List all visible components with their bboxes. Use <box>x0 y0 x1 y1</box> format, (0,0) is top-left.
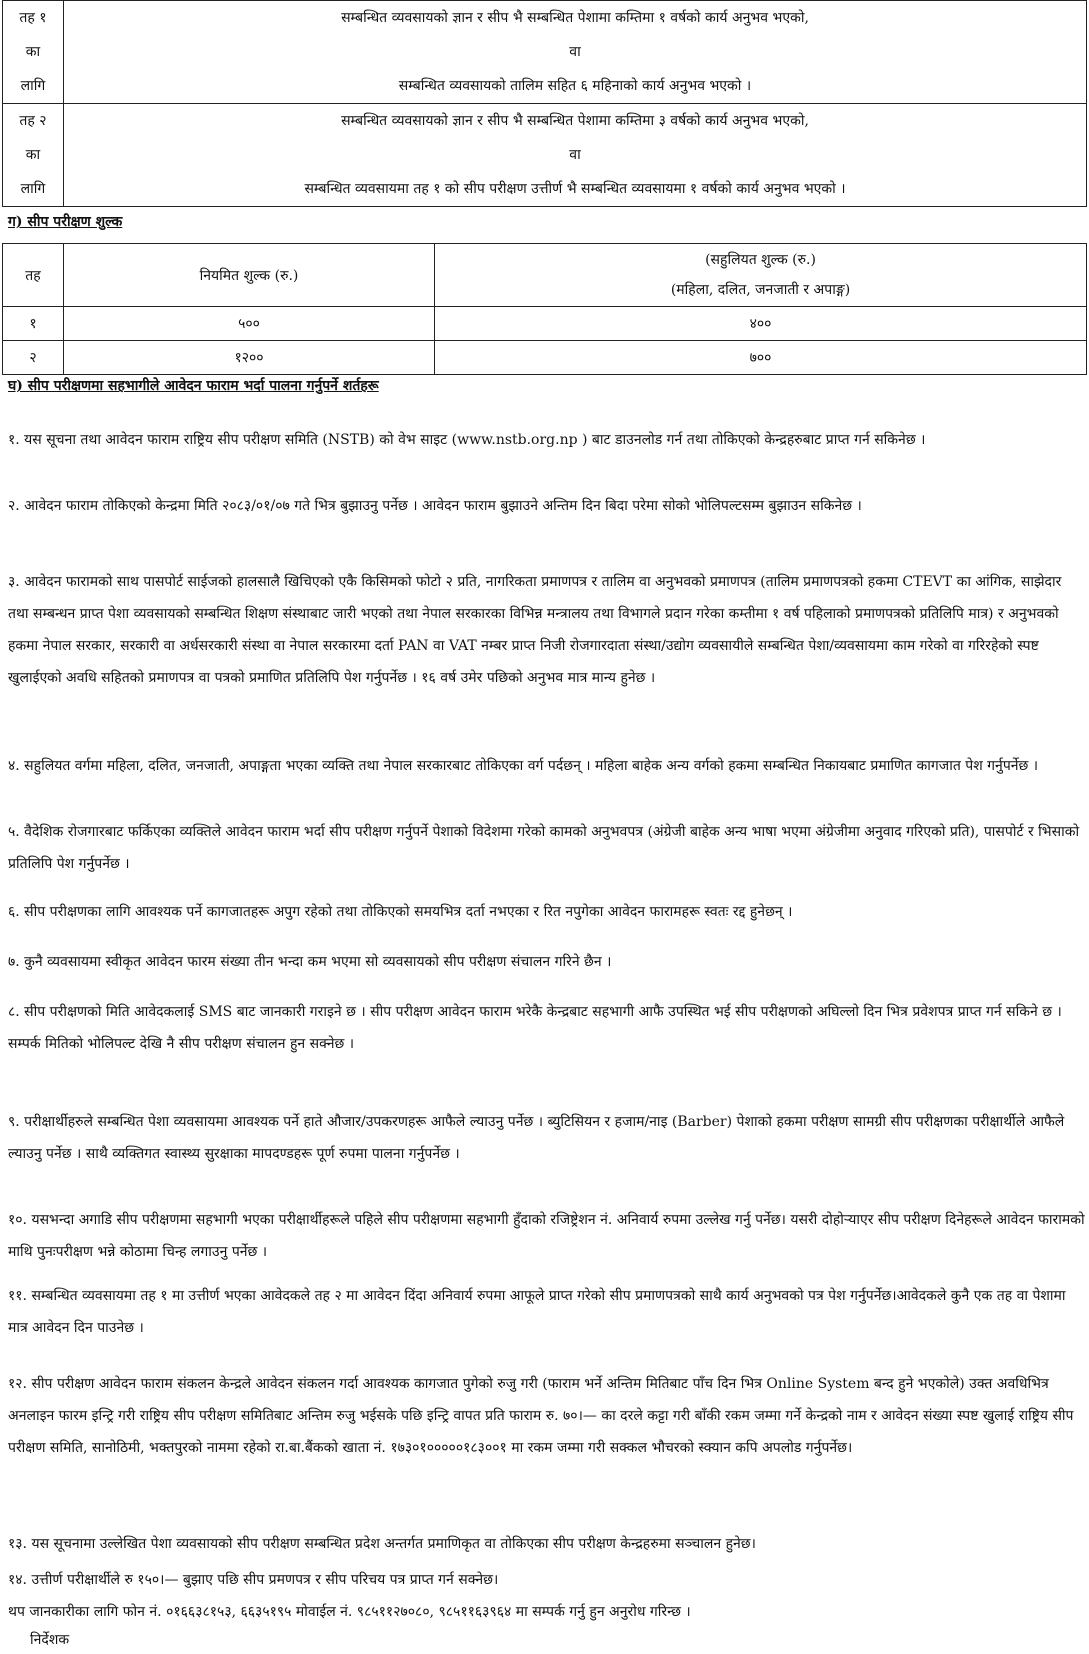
eligibility-row-level-2 <box>3 104 1087 207</box>
fee-table-header <box>3 244 1087 307</box>
requirement-line: सम्बन्धित व्यवसायको ज्ञान र सीप भै सम्बन्धित पेशामा कम्तिमा १ वर्षको कार्य अनुभव भएको, <box>341 10 809 26</box>
condition-item: ५. वैदेशिक रोजगारबाट फर्किएका व्यक्तिले आवेदन फाराम भर्दा सीप परीक्षण गर्नुपर्ने पेशाको विदेशमा गरेको कामको अनुभवपत्र (अंग्रेजी बाहेक अन्य भाषा भएमा अंग्रेजीमा अनुवाद गरिएको प्रति), पासपोर्ट र भिसाको प्रतिलिपि पेश गर्नुपर्नेछ । <box>8 824 1080 872</box>
requirement-line: वा <box>569 147 581 163</box>
requirement-cell <box>64 1 1087 104</box>
fee-regular: १२०० <box>64 341 435 375</box>
requirement-cell <box>64 104 1087 207</box>
condition-item: २. आवेदन फाराम तोकिएको केन्द्रमा मिति २०८३/०१/०७ गते भित्र बुझाउनु पर्नेछ । आवेदन फाराम बुझाउने अन्तिम दिन बिदा परेमा सोको भोलिपल्टसम्म बुझाउन सकिनेछ । <box>8 498 862 514</box>
fee-level: २ <box>3 341 64 375</box>
condition-item: ७. कुनै व्यवसायमा स्वीकृत आवेदन फारम संख्या तीन भन्दा कम भएमा सो व्यवसायको सीप परीक्षण संचालन गरिने छैन । <box>8 954 612 970</box>
fee-row <box>3 341 1087 375</box>
condition-item: १३. यस सूचनामा उल्लेखित पेशा व्यवसायको सीप परीक्षण सम्बन्धित प्रदेश अन्तर्गत प्रमाणिकृत वा तोकिएका सीप परीक्षण केन्द्रहरुमा सञ्चालन हुनेछ। <box>8 1536 756 1552</box>
requirement-line: सम्बन्धित व्यवसायको तालिम सहित ६ महिनाको कार्य अनुभव भएको । <box>398 78 752 94</box>
requirement-line: सम्बन्धित व्यवसायको ज्ञान र सीप भै सम्बन्धित पेशामा कम्तिमा ३ वर्षको कार्य अनुभव भएको, <box>341 113 809 129</box>
fee-col-regular: नियमित शुल्क (रु.) <box>64 244 435 307</box>
requirement-line: वा <box>569 44 581 60</box>
fee-concession: ७०० <box>435 341 1087 375</box>
contact-line: थप जानकारीका लागि फोन नं. ०१६६३८१५३, ६६३५१९५ मोवाईल नं. ९८५११२७०८०, ९८५११६३९६४ मा सम्पर्क गर्नु हुन अनुरोध गरिन्छ । <box>8 1604 691 1620</box>
fee-row <box>3 307 1087 341</box>
condition-item: १२. सीप परीक्षण आवेदन फाराम संकलन केन्द्रले आवेदन संकलन गर्दा आवश्यक कागजात पुगेको रुजु गरी (फाराम भर्ने अन्तिम मितिबाट पाँच दिन भित्र Online System बन्द हुने भएकोले) उक्त अवधिभित्र अनलाइन फारम इन्ट्रि गरी राष्ट्रिय सीप परीक्षण समितिबाट अन्तिम रुजु भईसके पछि इन्ट्रि वापत प्रति फाराम रु. ७०।— का दरले कट्टा गरी बाँकी रकम जम्मा गर्ने केन्द्रको नाम र आवेदन संख्या स्पष्ट खुलाई राष्ट्रिय सीप परीक्षण समिति, सानोठिमी, भक्तपुरको नाममा रहेको रा.बा.बैंकको खाता नं. १७३०१०००००१८३००१ मा रकम जम्मा गरी सक्कल भौचरको स्क्यान कपि अपलोड गर्नुपर्नेछ। <box>8 1376 1074 1456</box>
signature: निर्देशक <box>30 1632 70 1648</box>
requirement-line: सम्बन्धित व्यवसायमा तह १ को सीप परीक्षण उत्तीर्ण भै सम्बन्धित व्यवसायमा १ वर्षको कार्य अनुभव भएको । <box>304 181 846 197</box>
condition-item: ८. सीप परीक्षणको मिति आवेदकलाई SMS बाट जानकारी गराइने छ । सीप परीक्षण आवेदन फाराम भरेकै केन्द्रबाट सहभागी आफै उपस्थित भई सीप परीक्षणको अघिल्लो दिन भित्र प्रवेशपत्र प्राप्त गर्न सकिने छ । सम्पर्क मितिको भोलिपल्ट देखि नै सीप परीक्षण संचालन हुन सक्नेछ । <box>8 1004 1062 1052</box>
level-label: का <box>25 147 41 163</box>
fee-table <box>2 243 1087 375</box>
level-label: लागि <box>20 78 46 94</box>
condition-item: १. यस सूचना तथा आवेदन फाराम राष्ट्रिय सीप परीक्षण समिति (NSTB) को वेभ साइट (www.nstb.org.np ) बाट डाउनलोड गर्न तथा तोकिएको केन्द्रहरुबाट प्राप्त गर्न सकिनेछ । <box>8 432 926 448</box>
condition-item: ११. सम्बन्धित व्यवसायमा तह १ मा उत्तीर्ण भएका आवेदकले तह २ मा आवेदन दिंदा अनिवार्य रुपमा आफूले प्राप्त गरेको सीप प्रमाणपत्रको साथै कार्य अनुभवको पत्र पेश गर्नुपर्नेछ।आवेदकले कुनै एक तह वा पेशामा मात्र आवेदन दिन पाउनेछ । <box>8 1288 1066 1336</box>
fee-regular: ५०० <box>64 307 435 341</box>
eligibility-table <box>2 0 1087 207</box>
condition-item: ९. परीक्षार्थीहरुले सम्बन्धित पेशा व्यवसायमा आवश्यक पर्ने हाते औजार/उपकरणहरू आफैले ल्याउनु पर्नेछ । ब्युटिसियन र हजाम/नाइ (Barber) पेशाको हकमा परीक्षण सामग्री सीप परीक्षणका परीक्षार्थीले आफैले ल्याउनु पर्नेछ । साथै व्यक्तिगत स्वास्थ्य सुरक्षाका मापदण्डहरू पूर्ण रुपमा पालना गर्नुपर्नेछ । <box>8 1114 1065 1162</box>
level-label: तह २ <box>19 113 47 129</box>
fee-level: १ <box>3 307 64 341</box>
condition-item: १४. उत्तीर्ण परीक्षार्थीले रु १५०।— बुझाए पछि सीप प्रमणपत्र र सीप परिचय पत्र प्राप्त गर्न सक्नेछ। <box>8 1572 499 1588</box>
level-cell <box>3 104 64 207</box>
condition-item: ३. आवेदन फारामको साथ पासपोर्ट साईजको हालसालै खिचिएको एकै किसिमको फोटो २ प्रति, नागरिकता प्रमाणपत्र र तालिम वा अनुभवको प्रमाणपत्र (तालिम प्रमाणपत्रको हकमा CTEVT का आंगिक, साझेदार तथा सम्बन्धन प्राप्त पेशा व्यवसायको सम्बन्धित शिक्षण संस्थाबाट जारी भएको तथा नेपाल सरकारका विभिन्न मन्त्रालय तथा विभागले प्रदान गरेका कम्तीमा १ वर्ष पहिलाको प्रमाणपत्रको प्रतिलिपि मात्र) र अनुभवको हकमा नेपाल सरकार, सरकारी वा अर्धसरकारी संस्था वा नेपाल सरकारमा दर्ता PAN वा VAT नम्बर प्राप्त निजी रोजगारदाता संस्था/उद्योग व्यवसायीले सम्बन्धित पेशा/व्यवसायमा काम गरेको वा गरिरहेको स्पष्ट खुलाईएको अवधि सहितको प्रमाणपत्र वा पत्रको प्रमाणित प्रतिलिपि पेश गर्नुपर्नेछ । १६ वर्ष उमेर पछिको अनुभव मात्र मान्य हुनेछ । <box>8 574 1062 686</box>
eligibility-row-level-1 <box>3 1 1087 104</box>
fee-concession: ४०० <box>435 307 1087 341</box>
fee-col-concession <box>435 244 1087 307</box>
level-label: लागि <box>20 181 46 197</box>
concession-title: (सहुलियत शुल्क (रु.) <box>705 252 816 268</box>
level-label: तह १ <box>19 10 47 26</box>
concession-note: (महिला, दलित, जनजाती र अपाङ्ग) <box>670 282 851 298</box>
level-cell <box>3 1 64 104</box>
fee-col-level: तह <box>3 244 64 307</box>
fee-section-heading: ग) सीप परीक्षण शुल्क <box>8 214 123 230</box>
condition-item: १०. यसभन्दा अगाडि सीप परीक्षणमा सहभागी भएका परीक्षार्थीहरूले पहिले सीप परीक्षणमा सहभागी हुँदाको रजिष्ट्रेशन नं. अनिवार्य रुपमा उल्लेख गर्नु पर्नेछ। यसरी दोहोऱ्याएर सीप परीक्षण दिनेहरूले आवेदन फारामको माथि पुनःपरीक्षण भन्ने कोठामा चिन्ह लगाउनु पर्नेछ । <box>8 1212 1085 1260</box>
level-label: का <box>25 44 41 60</box>
condition-item: ४. सहुलियत वर्गमा महिला, दलित, जनजाती, अपाङ्गता भएका व्यक्ति तथा नेपाल सरकारबाट तोकिएका वर्ग पर्दछन् । महिला बाहेक अन्य वर्गको हकमा सम्बन्धित निकायबाट प्रमाणित कागजात पेश गर्नुपर्नेछ । <box>8 758 1039 774</box>
conditions-heading: घ) सीप परीक्षणमा सहभागीले आवेदन फाराम भर्दा पालना गर्नुपर्ने शर्तहरू <box>8 378 379 394</box>
condition-item: ६. सीप परीक्षणका लागि आवश्यक पर्ने कागजातहरू अपुग रहेको तथा तोकिएको समयभित्र दर्ता नभएका र रित नपुगेका आवेदन फारामहरू स्वतः रद्द हुनेछन् । <box>8 904 793 920</box>
